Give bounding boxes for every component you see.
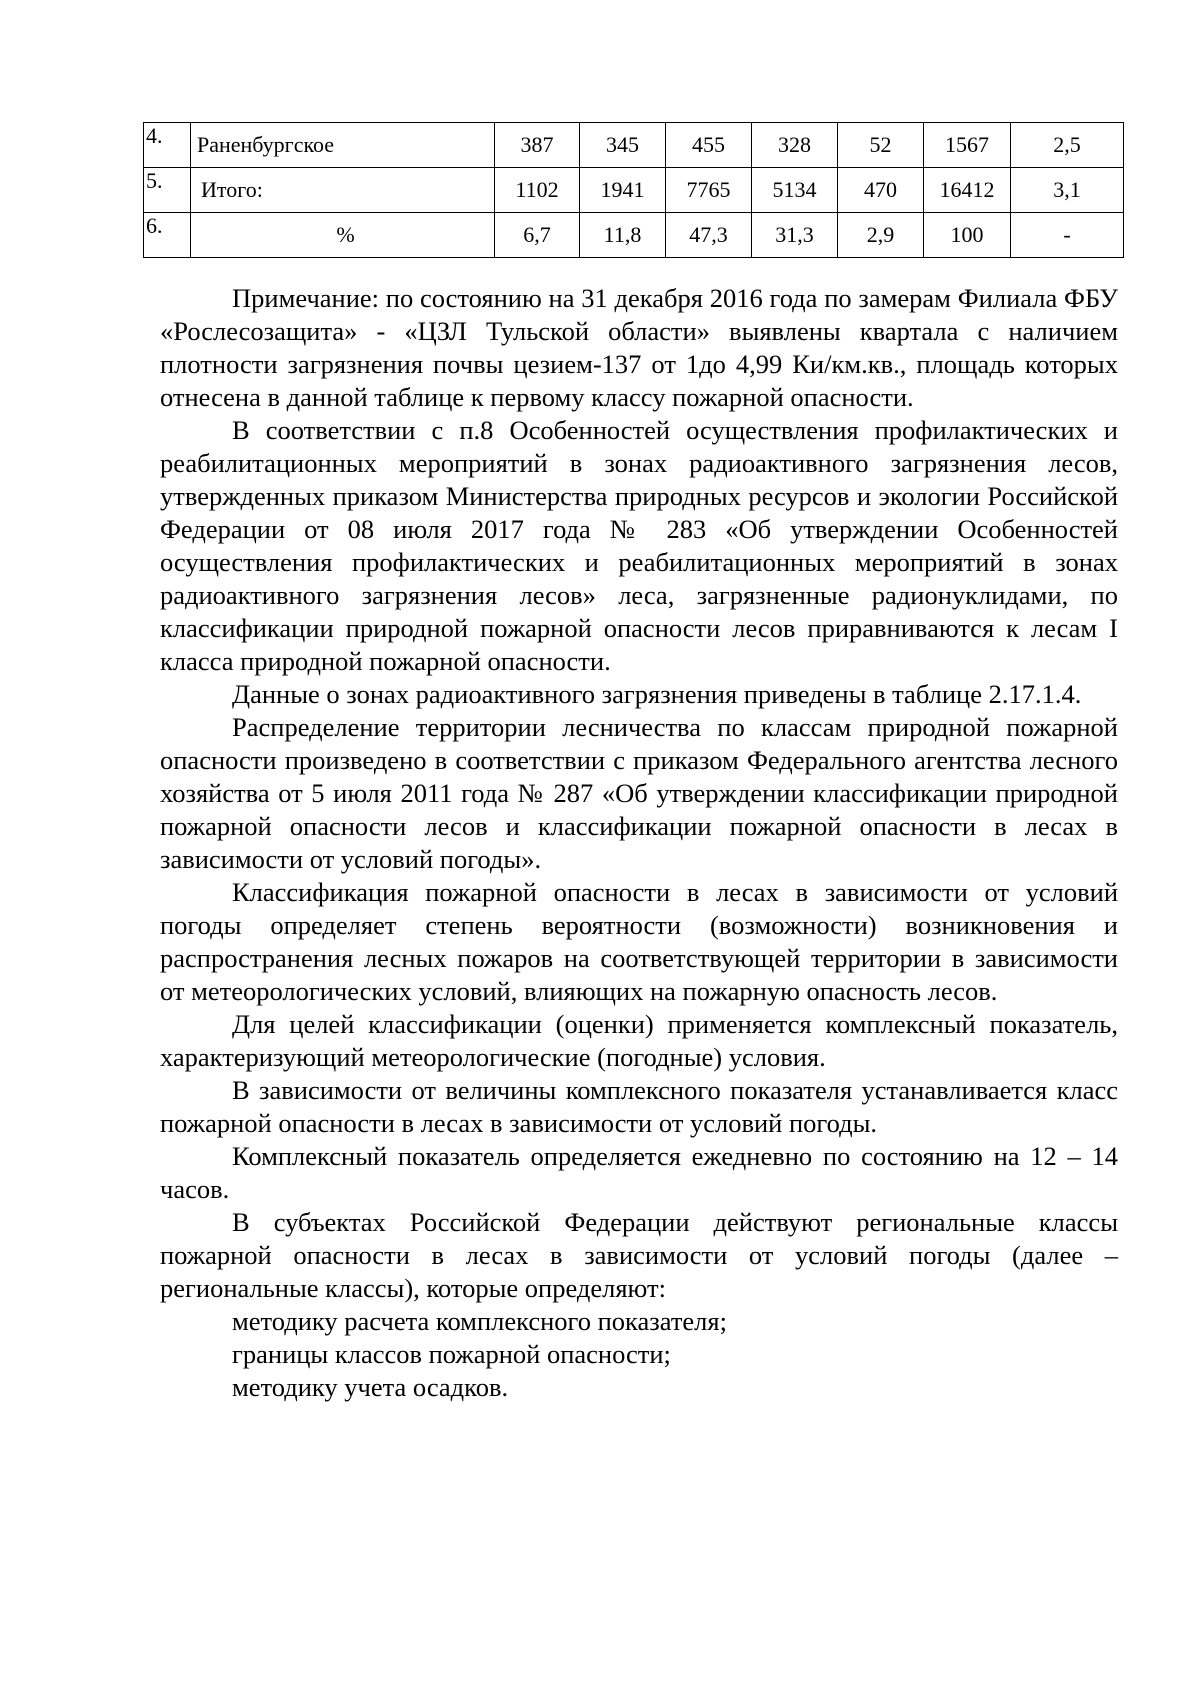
forest-fire-class-table [143,122,1124,258]
paragraph: Комплексный показатель определяется ежедневно по состоянию на 12 – 14 часов. [160,1141,1118,1204]
table-cell: 2,9 [838,213,924,258]
table-cell: 1567 [924,123,1011,168]
table-cell: 455 [666,123,752,168]
row-name: Раненбургское [191,123,495,168]
table-cell: 47,3 [666,213,752,258]
table-cell: 1102 [495,168,580,213]
row-number: 5. [144,168,191,213]
table-cell: - [1011,213,1124,258]
table-cell: 345 [580,123,666,168]
paragraph: Для целей классификации (оценки) применяется комплексный показатель, характеризующий метеорологические (погодные) условия. [160,1009,1118,1072]
list-item: методику учета осадков. [232,1372,509,1402]
table-cell: 11,8 [580,213,666,258]
table-cell: 7765 [666,168,752,213]
table-cell: 52 [838,123,924,168]
table-cell: 328 [752,123,838,168]
row-number: 6. [144,213,191,258]
table-cell: 387 [495,123,580,168]
table-row [144,213,1124,258]
row-name: Итого: [191,168,495,213]
paragraph: В соответствии с п.8 Особенностей осуществления профилактических и реабилитационных мероприятий в зонах радиоактивного загрязнения лесов, утвержденных приказом Министерства природных ресурсов и экологии Российской Федерации от 08 июля 2017 года № 283 «Об утверждении Особенностей осуществления профилактических и реабилитационных мероприятий в зонах радиоактивного загрязнения лесов» леса, загрязненные радионуклидами, по классификации природной пожарной опасности лесов приравниваются к лесам I класса природной пожарной опасности. [160,415,1118,676]
list-item: методику расчета комплексного показателя; [232,1306,727,1336]
body-text [160,282,1118,1404]
table-cell: 31,3 [752,213,838,258]
table-cell: 470 [838,168,924,213]
table-cell: 2,5 [1011,123,1124,168]
table-cell: 1941 [580,168,666,213]
list-item: границы классов пожарной опасности; [232,1339,671,1369]
paragraph: Классификация пожарной опасности в лесах в зависимости от условий погоды определяет степень вероятности (возможности) возникновения и распространения лесных пожаров на соответствующей территории в зависимости от метеорологических условий, влияющих на пожарную опасность лесов. [160,877,1118,1006]
row-name: % [191,213,495,258]
table-row [144,168,1124,213]
table-cell: 100 [924,213,1011,258]
table-row [144,123,1124,168]
row-number: 4. [144,123,191,168]
paragraph: В субъектах Российской Федерации действуют региональные классы пожарной опасности в лесах в зависимости от условий погоды (далее – региональные классы), которые определяют: [160,1207,1118,1303]
paragraph: В зависимости от величины комплексного показателя устанавливается класс пожарной опасности в лесах в зависимости от условий погоды. [160,1075,1118,1138]
table-cell: 3,1 [1011,168,1124,213]
table-cell: 5134 [752,168,838,213]
table-cell: 16412 [924,168,1011,213]
paragraph: Данные о зонах радиоактивного загрязнения приведены в таблице 2.17.1.4. [232,679,1082,709]
paragraph: Распределение территории лесничества по классам природной пожарной опасности произведено в соответствии с приказом Федерального агентства лесного хозяйства от 5 июля 2011 года № 287 «Об утверждении классификации природной пожарной опасности лесов и классификации пожарной опасности в лесах в зависимости от условий погоды». [160,712,1118,874]
note-paragraph: Примечание: по состоянию на 31 декабря 2016 года по замерам Филиала ФБУ «Рослесозащита» - «ЦЗЛ Тульской области» выявлены квартала с наличием плотности загрязнения почвы цезием-137 от 1до 4,99 Ки/км.кв., площадь которых отнесена в данной таблице к первому классу пожарной опасности. [160,283,1118,412]
table-cell: 6,7 [495,213,580,258]
